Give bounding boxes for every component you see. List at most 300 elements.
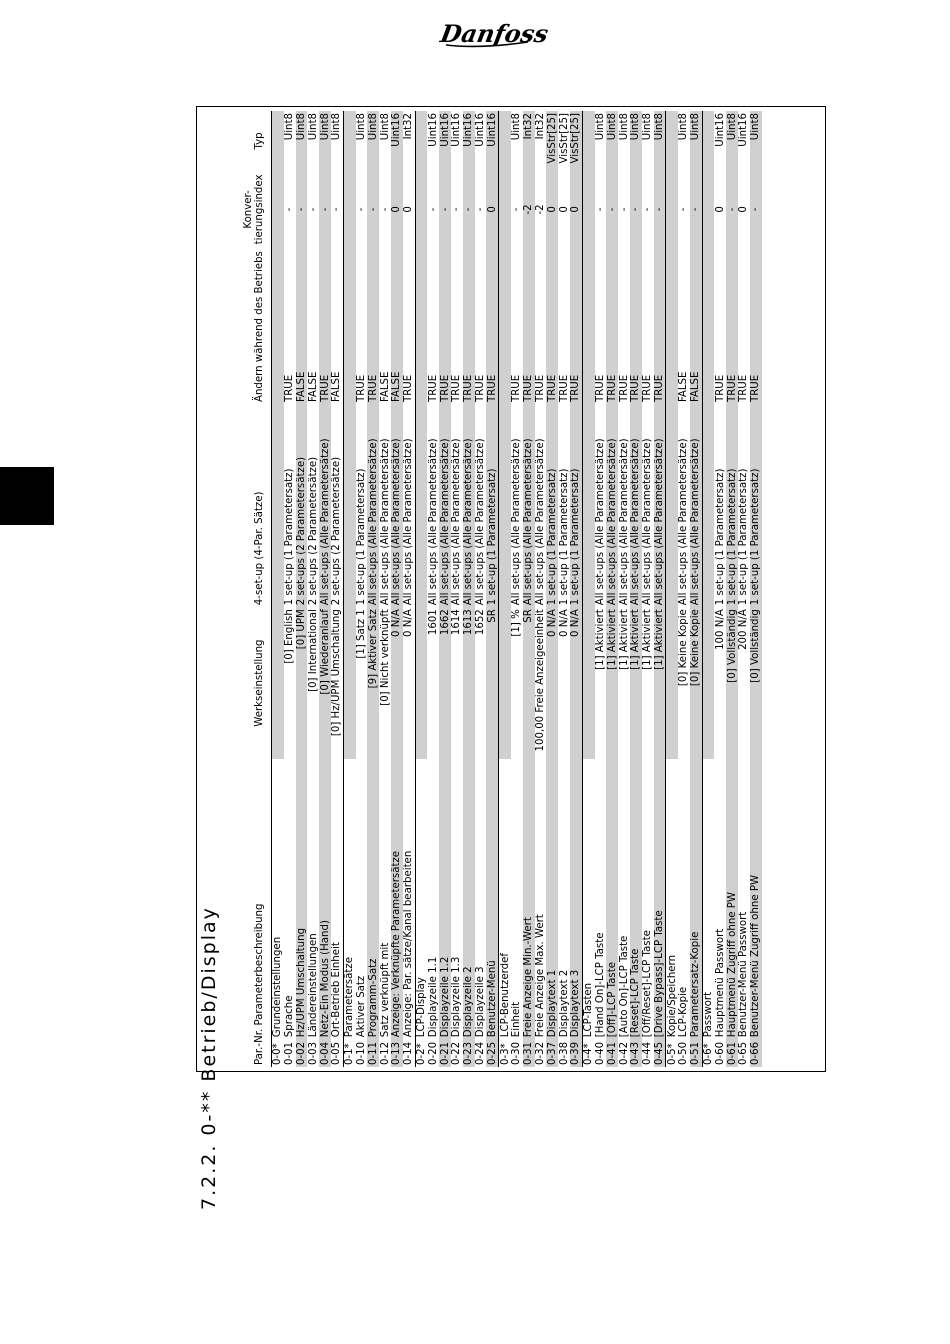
cell-setup: All set-ups (Alle Parametersätze) (523, 404, 535, 607)
cell-type: Uint8 (654, 111, 666, 171)
cell-setup: 1 set-up (1 Parametersatz) (558, 404, 570, 607)
cell-par-nr: 0-02 (296, 1039, 308, 1067)
cell-change: FALSE (307, 248, 319, 404)
cell-setup: All set-ups (Alle Parametersätze) (463, 404, 475, 607)
cell-description: Programm-Satz (367, 759, 379, 1039)
group-filler-cell (499, 111, 511, 171)
cell-type: Uint16 (451, 111, 463, 171)
cell-par-nr: 0-25 (486, 1039, 498, 1067)
cell-setup: All set-ups (Alle Parametersätze) (595, 404, 607, 607)
group-filler-cell (343, 404, 355, 607)
cell-change: TRUE (618, 248, 630, 404)
cell-setup: 1 set-up (1 Parametersatz) (284, 404, 296, 607)
cell-default: [1] Aktiviert (654, 607, 666, 759)
cell-default: 1601 (427, 607, 439, 759)
header-par: Par.-Nr. Parameterbeschreibung (254, 903, 265, 1065)
cell-conversion: - (451, 171, 463, 248)
cell-description: Ort-Betrieb Einheit (331, 759, 343, 1039)
cell-conversion: - (642, 171, 654, 248)
group-filler-cell (272, 404, 284, 607)
cell-conversion: 0 (738, 171, 750, 248)
cell-conversion: - (296, 171, 308, 248)
group-name: Kopie/Speichern (666, 759, 678, 1039)
cell-setup: 1 set-up (1 Parametersatz) (356, 404, 368, 607)
table-row (319, 111, 331, 1067)
cell-par-nr: 0-11 (367, 1039, 379, 1067)
cell-setup: All set-ups (Alle Parametersätze) (535, 404, 547, 607)
cell-par-nr: 0-51 (690, 1039, 702, 1067)
cell-description: Hauptmenü Passwort (714, 759, 726, 1039)
group-filler-cell (343, 248, 355, 404)
cell-default: 1652 (475, 607, 487, 759)
cell-default: [0] Vollständig (726, 607, 738, 759)
table-row (642, 111, 654, 1067)
cell-default: 1614 (451, 607, 463, 759)
cell-change: TRUE (475, 248, 487, 404)
group-filler-cell (582, 111, 594, 171)
group-name: Passwort (702, 759, 714, 1039)
table-row (750, 111, 762, 1067)
cell-type: Uint8 (595, 111, 607, 171)
cell-default: 0 N/A (546, 607, 558, 759)
cell-type: Uint16 (391, 111, 403, 171)
group-filler-cell (499, 248, 511, 404)
group-filler-cell (582, 607, 594, 759)
cell-par-nr: 0-05 (331, 1039, 343, 1067)
cell-conversion: -2 (535, 171, 547, 248)
table-row (714, 111, 726, 1067)
cell-type: Uint8 (606, 111, 618, 171)
table-row (690, 111, 702, 1067)
group-name: LCP-Benutzerdef (499, 759, 511, 1039)
cell-change: TRUE (595, 248, 607, 404)
cell-description: Displaytext 2 (558, 759, 570, 1039)
cell-description: Anzeige: Verknüpfte Parametersätze (391, 759, 403, 1039)
group-row (666, 111, 678, 1067)
group-filler-cell (499, 171, 511, 248)
cell-description: Hauptmenü Zugriff ohne PW (726, 759, 738, 1039)
cell-conversion: - (618, 171, 630, 248)
cell-par-nr: 0-66 (750, 1039, 762, 1067)
cell-type: Int32 (523, 111, 535, 171)
cell-setup: All set-ups (Alle Parametersätze) (379, 404, 391, 607)
cell-change: TRUE (535, 248, 547, 404)
cell-setup: 1 set-up (1 Parametersatz) (714, 404, 726, 607)
group-filler-cell (702, 171, 714, 248)
cell-default: [9] Aktiver Satz (367, 607, 379, 759)
table-row (439, 111, 451, 1067)
cell-default: [1] % (511, 607, 523, 759)
cell-type: VisStr[25] (558, 111, 570, 171)
cell-change: TRUE (451, 248, 463, 404)
cell-change: TRUE (726, 248, 738, 404)
cell-type: Uint8 (690, 111, 702, 171)
cell-default: [0] Hz/UPM Umschaltung (331, 607, 343, 759)
cell-type: Uint8 (726, 111, 738, 171)
cell-description: Benutzer-Menü (486, 759, 498, 1039)
table-row (606, 111, 618, 1067)
group-filler-cell (343, 171, 355, 248)
cell-default: [0] Keine Kopie (690, 607, 702, 759)
cell-type: Uint8 (284, 111, 296, 171)
table-row (570, 111, 582, 1067)
cell-setup: 2 set-ups (2 Parametersätze) (331, 404, 343, 607)
cell-change: TRUE (642, 248, 654, 404)
cell-type: Uint8 (630, 111, 642, 171)
cell-description: [Reset]-LCP Taste (630, 759, 642, 1039)
cell-description: Sprache (284, 759, 296, 1039)
cell-default: [1] Aktiviert (630, 607, 642, 759)
cell-par-nr: 0-44 (642, 1039, 654, 1067)
cell-description: Freie Anzeige Max. Wert (535, 759, 547, 1039)
cell-conversion: - (439, 171, 451, 248)
cell-setup: All set-ups (Alle Parametersätze) (511, 404, 523, 607)
cell-type: Uint8 (296, 111, 308, 171)
table-row (367, 111, 379, 1067)
cell-change: FALSE (379, 248, 391, 404)
cell-type: Int32 (535, 111, 547, 171)
cell-conversion: - (379, 171, 391, 248)
header-conversion: Konver-tierungsindex (243, 174, 265, 245)
cell-setup: All set-ups (Alle Parametersätze) (319, 404, 331, 607)
cell-setup: 1 set-up (1 Parametersatz) (726, 404, 738, 607)
group-filler-cell (272, 607, 284, 759)
table-row (391, 111, 403, 1067)
cell-type: Uint8 (319, 111, 331, 171)
cell-description: Displayzeile 2 (463, 759, 475, 1039)
cell-type: Uint8 (678, 111, 690, 171)
cell-default: 0 N/A (558, 607, 570, 759)
group-filler-cell (272, 171, 284, 248)
cell-default: [0] Nicht verknüpft (379, 607, 391, 759)
table-row (475, 111, 487, 1067)
group-filler-cell (499, 404, 511, 607)
cell-conversion: 0 (570, 171, 582, 248)
cell-par-nr: 0-03 (307, 1039, 319, 1067)
cell-par-nr: 0-23 (463, 1039, 475, 1067)
group-name: Parametersätze (343, 759, 355, 1039)
cell-change: TRUE (463, 248, 475, 404)
cell-default: [1] Satz 1 (356, 607, 368, 759)
group-filler-cell (415, 607, 427, 759)
table-row (463, 111, 475, 1067)
table-row (356, 111, 368, 1067)
cell-default: [0] International (307, 607, 319, 759)
cell-default: [0] UPM (296, 607, 308, 759)
table-row (630, 111, 642, 1067)
cell-default: SR (486, 607, 498, 759)
cell-description: [Drive Bypass]-LCP Taste (654, 759, 666, 1039)
group-filler-cell (702, 607, 714, 759)
cell-description: Netz-Ein Modus (Hand) (319, 759, 331, 1039)
table-row (546, 111, 558, 1067)
group-code: 0-5* (666, 1039, 678, 1067)
cell-change: TRUE (630, 248, 642, 404)
group-name: LCP-Display (415, 759, 427, 1039)
cell-description: Displayzeile 1.2 (439, 759, 451, 1039)
group-filler-cell (343, 607, 355, 759)
group-row (702, 111, 714, 1067)
cell-description: Benutzer-Menü Zugriff ohne PW (750, 759, 762, 1039)
cell-conversion: 0 (403, 171, 415, 248)
cell-description: Parametersatz-Kopie (690, 759, 702, 1039)
cell-default: [1] Aktiviert (595, 607, 607, 759)
section-title: 7.2.2. 0-** Betrieb/Display (198, 906, 220, 1210)
group-row (272, 111, 284, 1067)
cell-description: Displayzeile 3 (475, 759, 487, 1039)
group-filler-cell (582, 171, 594, 248)
cell-change: FALSE (391, 248, 403, 404)
group-code: 0-2* (415, 1039, 427, 1067)
cell-change: FALSE (678, 248, 690, 404)
cell-par-nr: 0-65 (738, 1039, 750, 1067)
group-filler-cell (666, 404, 678, 607)
cell-default: 100,00 Freie Anzeigeeinheit (535, 607, 547, 759)
cell-change: TRUE (319, 248, 331, 404)
cell-conversion: - (331, 171, 343, 248)
svg-text:Danfoss: Danfoss (438, 19, 551, 48)
cell-setup: All set-ups (Alle Parametersätze) (678, 404, 690, 607)
cell-conversion: - (750, 171, 762, 248)
cell-par-nr: 0-14 (403, 1039, 415, 1067)
table-row (595, 111, 607, 1067)
cell-setup: All set-ups (Alle Parametersätze) (391, 404, 403, 607)
table-row (678, 111, 690, 1067)
cell-conversion: 0 (546, 171, 558, 248)
cell-par-nr: 0-04 (319, 1039, 331, 1067)
cell-default: 200 N/A (738, 607, 750, 759)
cell-setup: All set-ups (Alle Parametersätze) (642, 404, 654, 607)
group-code: 0-0* (272, 1039, 284, 1067)
group-name: Grundeinstellungen (272, 759, 284, 1039)
cell-conversion: 0 (486, 171, 498, 248)
cell-conversion: - (511, 171, 523, 248)
cell-default: SR (523, 607, 535, 759)
cell-setup: 1 set-up (1 Parametersatz) (570, 404, 582, 607)
cell-setup: All set-ups (Alle Parametersätze) (451, 404, 463, 607)
cell-type: Int32 (403, 111, 415, 171)
cell-par-nr: 0-24 (475, 1039, 487, 1067)
parameter-table (207, 111, 762, 1067)
cell-default: [0] Wiederanlauf (319, 607, 331, 759)
cell-type: Uint16 (738, 111, 750, 171)
table-row (296, 111, 308, 1067)
cell-conversion: - (427, 171, 439, 248)
cell-type: VisStr[25] (570, 111, 582, 171)
cell-par-nr: 0-32 (535, 1039, 547, 1067)
cell-par-nr: 0-43 (630, 1039, 642, 1067)
group-filler-cell (666, 111, 678, 171)
cell-description: Einheit (511, 759, 523, 1039)
group-filler-cell (582, 404, 594, 607)
cell-change: TRUE (284, 248, 296, 404)
cell-type: Uint8 (379, 111, 391, 171)
group-filler-cell (702, 111, 714, 171)
cell-change: TRUE (738, 248, 750, 404)
cell-setup: 1 set-up (1 Parametersatz) (546, 404, 558, 607)
cell-setup: All set-ups (Alle Parametersätze) (439, 404, 451, 607)
cell-conversion: - (475, 171, 487, 248)
cell-type: Uint8 (307, 111, 319, 171)
cell-par-nr: 0-45 (654, 1039, 666, 1067)
cell-conversion: - (630, 171, 642, 248)
cell-description: Hz/UPM Umschaltung (296, 759, 308, 1039)
group-row (343, 111, 355, 1067)
cell-default: 0 N/A (391, 607, 403, 759)
parameter-table-frame (196, 106, 826, 1072)
cell-par-nr: 0-30 (511, 1039, 523, 1067)
rotated-table-container (197, 107, 827, 1073)
cell-type: Uint8 (642, 111, 654, 171)
cell-change: TRUE (523, 248, 535, 404)
header-default: Werkseinstellung (254, 639, 265, 727)
table-row (523, 111, 535, 1067)
cell-setup: 2 set-ups (2 Parametersätze) (296, 404, 308, 607)
cell-par-nr: 0-12 (379, 1039, 391, 1067)
cell-type: Uint16 (714, 111, 726, 171)
cell-change: TRUE (356, 248, 368, 404)
cell-change: TRUE (654, 248, 666, 404)
cell-setup: 1 set-up (1 Parametersatz) (738, 404, 750, 607)
cell-change: FALSE (690, 248, 702, 404)
cell-description: LCP-Kopie (678, 759, 690, 1039)
cell-change: TRUE (511, 248, 523, 404)
cell-type: Uint8 (331, 111, 343, 171)
cell-setup: All set-ups (Alle Parametersätze) (606, 404, 618, 607)
cell-type: Uint8 (367, 111, 379, 171)
group-filler-cell (582, 248, 594, 404)
cell-par-nr: 0-37 (546, 1039, 558, 1067)
cell-default: [0] English (284, 607, 296, 759)
cell-par-nr: 0-50 (678, 1039, 690, 1067)
table-row (427, 111, 439, 1067)
group-filler-cell (666, 248, 678, 404)
cell-type: Uint8 (618, 111, 630, 171)
cell-change: TRUE (606, 248, 618, 404)
group-filler-cell (272, 248, 284, 404)
cell-par-nr: 0-20 (427, 1039, 439, 1067)
cell-default: 1613 (463, 607, 475, 759)
cell-par-nr: 0-40 (595, 1039, 607, 1067)
cell-conversion: - (654, 171, 666, 248)
cell-setup: All set-ups (Alle Parametersätze) (475, 404, 487, 607)
group-row (499, 111, 511, 1067)
table-row (486, 111, 498, 1067)
cell-par-nr: 0-61 (726, 1039, 738, 1067)
cell-conversion: - (284, 171, 296, 248)
cell-type: VisStr[25] (546, 111, 558, 171)
cell-setup: All set-ups (Alle Parametersätze) (403, 404, 415, 607)
header-type: Typ (254, 132, 265, 150)
chapter-tab-marker (0, 467, 54, 525)
cell-setup: All set-ups (Alle Parametersätze) (367, 404, 379, 607)
cell-default: 0 N/A (403, 607, 415, 759)
cell-conversion: - (356, 171, 368, 248)
cell-type: Uint16 (486, 111, 498, 171)
cell-conversion: - (726, 171, 738, 248)
cell-setup: 1 set-up (1 Parametersatz) (486, 404, 498, 607)
cell-par-nr: 0-38 (558, 1039, 570, 1067)
danfoss-logo (438, 16, 551, 50)
cell-par-nr: 0-01 (284, 1039, 296, 1067)
cell-default: [1] Aktiviert (642, 607, 654, 759)
cell-change: TRUE (439, 248, 451, 404)
cell-par-nr: 0-60 (714, 1039, 726, 1067)
cell-type: Uint8 (511, 111, 523, 171)
cell-type: Uint8 (356, 111, 368, 171)
cell-description: Anzeige: Par. sätze/Kanal bearbeiten (403, 759, 415, 1039)
cell-conversion: - (307, 171, 319, 248)
cell-par-nr: 0-31 (523, 1039, 535, 1067)
cell-change: TRUE (427, 248, 439, 404)
group-filler-cell (415, 111, 427, 171)
table-row (558, 111, 570, 1067)
group-filler-cell (666, 171, 678, 248)
cell-default: [0] Vollständig (750, 607, 762, 759)
cell-setup: All set-ups (Alle Parametersätze) (630, 404, 642, 607)
cell-default: [1] Aktiviert (618, 607, 630, 759)
cell-conversion: 0 (558, 171, 570, 248)
cell-description: Ländereinstellungen (307, 759, 319, 1039)
cell-conversion: -2 (523, 171, 535, 248)
cell-change: TRUE (403, 248, 415, 404)
table-row (738, 111, 750, 1067)
cell-conversion: - (319, 171, 331, 248)
cell-default: 100 N/A (714, 607, 726, 759)
cell-change: TRUE (570, 248, 582, 404)
cell-par-nr: 0-39 (570, 1039, 582, 1067)
group-filler-cell (415, 404, 427, 607)
cell-type: Uint16 (475, 111, 487, 171)
group-row (582, 111, 594, 1067)
table-row (726, 111, 738, 1067)
cell-description: Displaytext 3 (570, 759, 582, 1039)
group-filler-cell (499, 607, 511, 759)
cell-conversion: - (367, 171, 379, 248)
table-row (379, 111, 391, 1067)
cell-conversion: - (606, 171, 618, 248)
cell-setup: 1 set-up (1 Parametersatz) (750, 404, 762, 607)
cell-description: Satz verknüpft mit (379, 759, 391, 1039)
cell-description: [Off]-LCP Taste (606, 759, 618, 1039)
table-row (284, 111, 296, 1067)
group-filler-cell (415, 171, 427, 248)
header-change: Ändern während des Betriebs (254, 251, 265, 403)
cell-change: TRUE (750, 248, 762, 404)
cell-change: FALSE (331, 248, 343, 404)
cell-description: Freie Anzeige Min.-Wert (523, 759, 535, 1039)
group-code: 0-3* (499, 1039, 511, 1067)
header-setup: 4-set-up (4-Par. Sätze) (254, 491, 265, 606)
cell-par-nr: 0-42 (618, 1039, 630, 1067)
table-row (403, 111, 415, 1067)
cell-change: TRUE (546, 248, 558, 404)
group-filler-cell (702, 248, 714, 404)
cell-change: TRUE (558, 248, 570, 404)
cell-description: [Off/Reset]-LCP Taste (642, 759, 654, 1039)
cell-setup: All set-ups (Alle Parametersätze) (618, 404, 630, 607)
cell-par-nr: 0-41 (606, 1039, 618, 1067)
table-row (451, 111, 463, 1067)
cell-change: FALSE (296, 248, 308, 404)
cell-conversion: - (678, 171, 690, 248)
cell-setup: All set-ups (Alle Parametersätze) (427, 404, 439, 607)
table-row (307, 111, 319, 1067)
table-row (654, 111, 666, 1067)
group-filler-cell (415, 248, 427, 404)
group-code: 0-4* (582, 1039, 594, 1067)
cell-conversion: 0 (714, 171, 726, 248)
